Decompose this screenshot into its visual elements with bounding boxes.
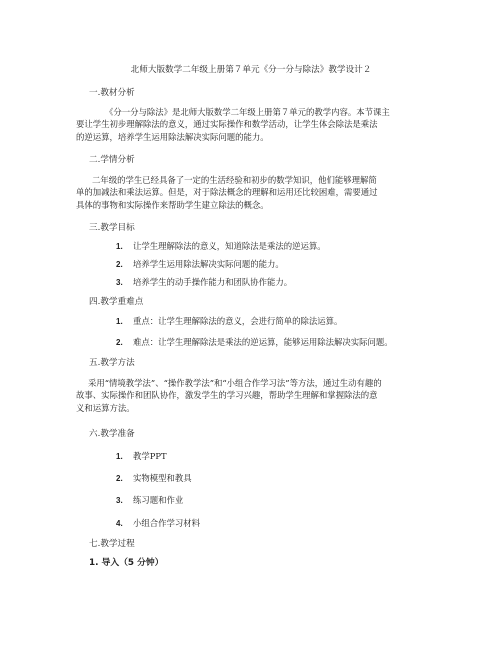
paragraph-line: 《分一分与除法》是北师大版数学二年级上册第７单元的教学内容。本节课主 xyxy=(105,107,390,117)
section-heading-teaching-process: 七.教学过程 xyxy=(89,539,135,549)
paragraph-line: 要让学生初步理解除法的意义，通过实际操作和数学活动，让学生体会除法是乘法 xyxy=(76,119,378,130)
list-item xyxy=(116,258,284,271)
list-text: 让学生理解除法的意义，知道除法是乘法的逆运算。 xyxy=(133,241,326,251)
paragraph-line: 采用“情境教学法”、“操作教学法”和“小组合作学习法”等方法，通过生动有趣的 xyxy=(88,378,382,388)
list-item xyxy=(116,336,393,349)
list-text: 教学PPT xyxy=(133,451,167,461)
list-text: 重点：让学生理解除法的意义，会进行简单的除法运算。 xyxy=(133,316,343,326)
list-number: 2. xyxy=(116,474,123,483)
section-heading-teaching-goals: 三.教学目标 xyxy=(89,223,135,233)
section-paragraph-teaching-methods xyxy=(76,377,419,414)
list-number: 1. xyxy=(116,452,123,461)
list-number: 1. xyxy=(116,242,123,251)
list-number: 4. xyxy=(116,519,123,528)
list-text: 实物模型和教具 xyxy=(133,473,192,483)
list-number: 2. xyxy=(116,338,123,347)
sub-heading-introduction: 1. 导入（5 分钟） xyxy=(89,558,164,568)
document-title: 北师大版数学二年级上册第７单元《分一分与除法》教学设计２ xyxy=(130,65,372,75)
section-paragraph-student-analysis xyxy=(76,174,419,211)
list-number: 3. xyxy=(116,496,123,505)
paragraph-line: 故事、实际操作和团队协作，激发学生的学习兴趣，帮助学生理解和掌握除法的意 xyxy=(76,390,378,401)
section-heading-teaching-preparation: 六.教学准备 xyxy=(89,429,135,439)
list-item xyxy=(116,240,326,253)
list-item xyxy=(116,315,342,328)
section-heading-key-difficult-points: 四.教学重难点 xyxy=(89,297,144,307)
section-heading-teaching-methods: 五.教学方法 xyxy=(89,358,135,368)
section-heading-student-analysis: 二.学情分析 xyxy=(89,155,135,165)
list-number: 1. xyxy=(116,317,123,326)
list-text: 难点：让学生理解除法是乘法的逆运算，能够运用除法解决实际问题。 xyxy=(133,337,393,347)
list-item xyxy=(116,450,167,463)
list-number: 3. xyxy=(116,278,123,287)
paragraph-line: 义和运算方法。 xyxy=(76,402,135,413)
list-item xyxy=(116,494,183,507)
list-text: 培养学生的动手操作能力和团队协作能力。 xyxy=(133,277,293,287)
list-text: 小组合作学习材料 xyxy=(133,518,200,528)
paragraph-line: 的逆运算，培养学生运用除法解决实际问题的能力。 xyxy=(76,131,269,142)
section-paragraph-textbook-analysis xyxy=(76,106,419,143)
list-item xyxy=(116,517,200,530)
paragraph-line: 单的加减法和乘法运算。但是，对于除法概念的理解和运用还比较困难，需要通过 xyxy=(76,187,378,198)
section-heading-textbook-analysis: 一.教材分析 xyxy=(89,88,135,98)
paragraph-line: 二年级的学生已经具备了一定的生活经验和初步的数学知识，他们能够理解简 xyxy=(92,175,377,185)
list-text: 练习题和作业 xyxy=(133,495,184,505)
list-item xyxy=(116,472,192,485)
list-item xyxy=(116,276,292,289)
list-text: 培养学生运用除法解决实际问题的能力。 xyxy=(133,259,284,269)
paragraph-line: 具体的事物和实际操作来帮助学生建立除法的概念。 xyxy=(76,199,269,210)
list-number: 2. xyxy=(116,260,123,269)
